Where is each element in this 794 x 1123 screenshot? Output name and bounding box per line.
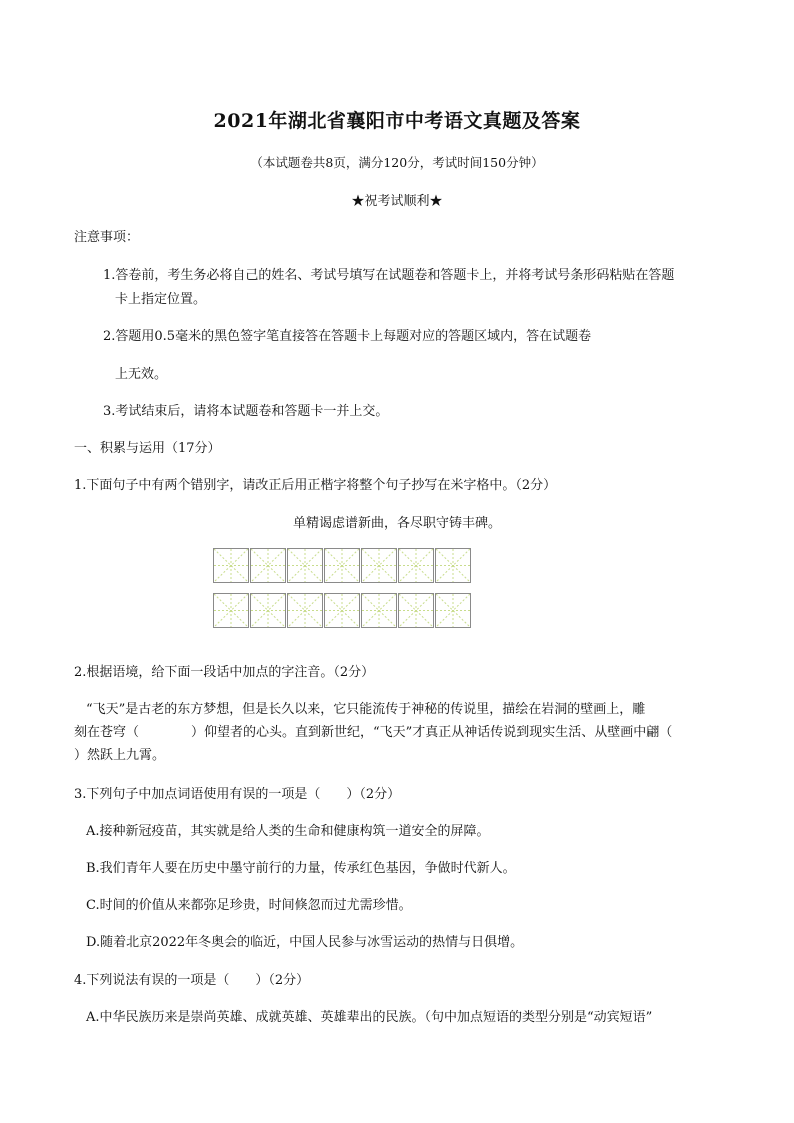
question-2-prompt: 2.根据语境，给下面一段话中加点的字注音。（2分） [74, 665, 375, 680]
question-3-option-c: C.时间的价值从来都弥足珍贵，时间倏忽而过尤需珍惜。 [86, 898, 412, 913]
mizige-cell[interactable] [361, 593, 397, 628]
mizige-guide-lines [362, 549, 396, 582]
mizige-cell[interactable] [324, 548, 360, 583]
page-title: 2021年湖北省襄阳市中考语文真题及答案 [213, 110, 581, 132]
mizige-cell[interactable] [213, 548, 249, 583]
mizige-guide-lines [214, 549, 248, 582]
mizige-guide-lines [288, 549, 322, 582]
mizige-cell[interactable] [435, 548, 471, 583]
mizige-cell[interactable] [213, 593, 249, 628]
mizige-guide-lines [436, 594, 470, 627]
mizige-guide-lines [362, 594, 396, 627]
mizige-cell[interactable] [287, 593, 323, 628]
writing-grid-row-1[interactable] [213, 548, 471, 583]
question-2-passage-line-1: “飞天”是古老的东方梦想，但是长久以来，它只能流传于神秘的传说里，描绘在岩洞的壁画上，雕 [86, 702, 646, 717]
writing-grid-row-2[interactable] [213, 593, 471, 628]
mizige-guide-lines [251, 594, 285, 627]
question-3-option-b: B.我们青年人要在历史中墨守前行的力量，传承红色基因，争做时代新人。 [86, 861, 516, 876]
question-4-option-a: A.中华民族历来是崇尚英雄、成就英雄、英雄辈出的民族。（句中加点短语的类型分别是“动宾短语” [86, 1010, 653, 1025]
notice-item-3: 3.考试结束后，请将本试题卷和答题卡一并上交。 [103, 404, 389, 419]
mizige-guide-lines [288, 594, 322, 627]
section-1-heading: 一、积累与运用（17分） [74, 441, 221, 456]
question-3-prompt: 3.下列句子中加点词语使用有误的一项是（ ）（2分） [74, 787, 401, 802]
blessing-line: ★祝考试顺利★ [351, 194, 443, 209]
question-2-passage-line-2: 刻在苍穹（ ）仰望者的心头。直到新世纪，“飞天”才真正从神话传说到现实生活、从壁画中翩（ [74, 725, 673, 740]
question-3-option-a: A.接种新冠疫苗，其实就是给人类的生命和健康构筑一道安全的屏障。 [86, 824, 490, 839]
mizige-cell[interactable] [250, 593, 286, 628]
notice-item-2-line-2: 上无效。 [115, 367, 168, 382]
mizige-cell[interactable] [324, 593, 360, 628]
mizige-guide-lines [325, 594, 359, 627]
mizige-guide-lines [251, 549, 285, 582]
mizige-cell[interactable] [398, 548, 434, 583]
question-3-option-d: D.随着北京2022年冬奥会的临近，中国人民参与冰雪运动的热情与日俱增。 [86, 935, 524, 950]
notice-item-1-line-1: 1.答卷前，考生务必将自己的姓名、考试号填写在试题卷和答题卡上，并将考试号条形码粘贴在答题 [103, 268, 675, 283]
mizige-cell[interactable] [361, 548, 397, 583]
question-1-sentence: 单精谒虑谱新曲，各尽职守铸丰碑。 [292, 516, 501, 531]
question-2-passage-line-3: ）然跃上九霄。 [74, 748, 166, 763]
mizige-guide-lines [436, 549, 470, 582]
question-1-prompt: 1.下面句子中有两个错别字，请改正后用正楷字将整个句子抄写在米字格中。（2分） [74, 478, 557, 493]
exam-info-subtitle: （本试题卷共8页，满分120分，考试时间150分钟） [250, 155, 544, 170]
mizige-cell[interactable] [398, 593, 434, 628]
notice-heading: 注意事项： [74, 230, 140, 245]
mizige-guide-lines [399, 594, 433, 627]
question-4-prompt: 4.下列说法有误的一项是（ ）（2分） [74, 973, 310, 988]
notice-item-1-line-2: 卡上指定位置。 [115, 292, 207, 307]
mizige-guide-lines [214, 594, 248, 627]
notice-item-2-line-1: 2.答题用0.5毫米的黑色签字笔直接答在答题卡上每题对应的答题区域内，答在试题卷 [103, 329, 592, 344]
mizige-cell[interactable] [250, 548, 286, 583]
mizige-guide-lines [399, 549, 433, 582]
mizige-cell[interactable] [435, 593, 471, 628]
mizige-guide-lines [325, 549, 359, 582]
mizige-cell[interactable] [287, 548, 323, 583]
